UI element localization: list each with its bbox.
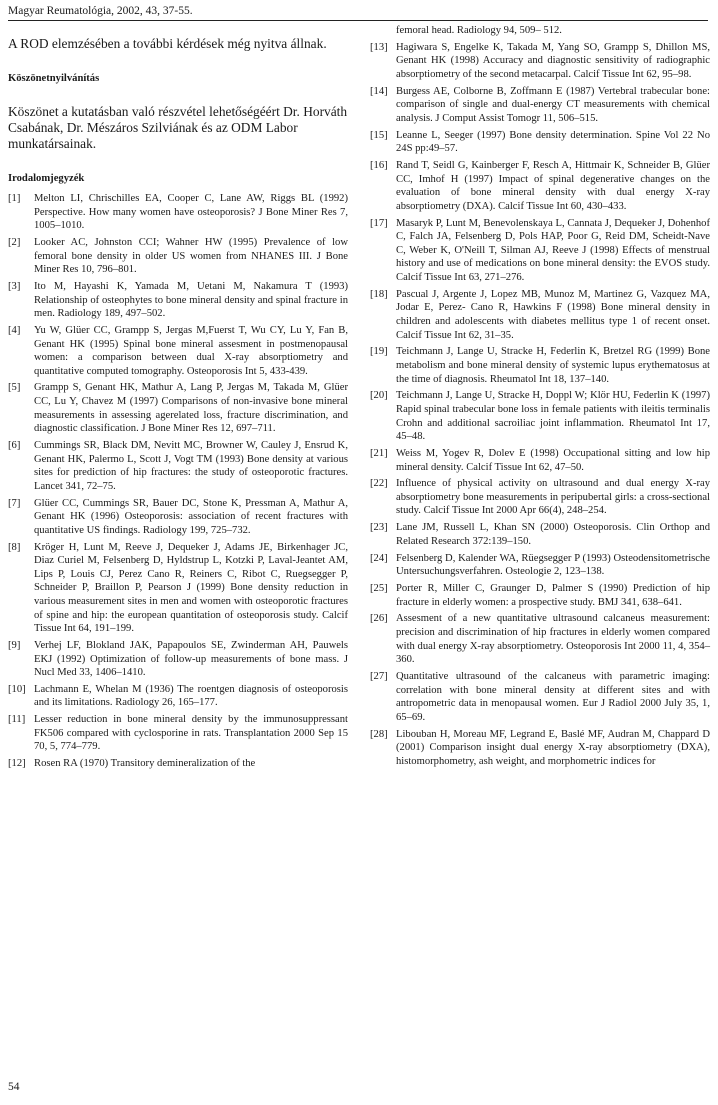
reference-item <box>8 192 348 233</box>
right-column <box>370 24 710 771</box>
reference-text: Ito M, Hayashi K, Yamada M, Uetani M, Nakamura T (1993) Relationship of osteophytes to bone mineral density and spinal fracture in men. Radiology 189, 497–502. <box>34 280 348 320</box>
reference-number: [24] <box>370 552 388 564</box>
reference-text: Hagiwara S, Engelke K, Takada M, Yang SO, Grampp S, Dhillon MS, Genant HK (1998) Accuracy and diagnostic sensitivity of radiographic absorptiometry of the second metacarpal. Calcif Tissue Int 62, 95–98. <box>396 41 710 80</box>
reference-text: Leanne L, Seeger (1997) Bone density determination. Spine Vol 22 No 24S pp:49–57. <box>396 129 710 155</box>
reference-item <box>8 324 348 378</box>
reference-item <box>370 345 710 386</box>
reference-text: Lesser reduction in bone mineral density by the immunosuppressant FK506 compared with cyclosporine in rats. Transplantation 2000 Sep 15 70, 5, 774–779. <box>34 714 348 753</box>
reference-text: Felsenberg D, Kalender WA, Rüegsegger P (1993) Osteodensitometrische Untersuchungsverfahren. Osteologie 2, 123–138. <box>396 552 710 578</box>
intro-paragraph: A ROD elemzésében a további kérdések még nyitva állnak. <box>8 36 327 51</box>
reference-number: [19] <box>370 346 388 358</box>
reference-item <box>370 288 710 342</box>
reference-item <box>8 757 348 771</box>
reference-number: [17] <box>370 217 388 229</box>
reference-number: [26] <box>370 613 388 625</box>
reference-text: Weiss M, Yogev R, Dolev E (1998) Occupational sitting and low hip mineral density. Calcif Tissue Int 62, 47–50. <box>396 447 710 473</box>
reference-text: Looker AC, Johnston CCI; Wahner HW (1995) Prevalence of low femoral bone density in older US women from NHANES III. J Bone Miner Res 10, 796–801. <box>34 236 348 276</box>
reference-text: Grampp S, Genant HK, Mathur A, Lang P, Jergas M, Takada M, Glüer CC, Lu Y, Chavez M (1997) Comparisons of non-invasive bone mineral measurements in assessing agerelated loss, fracture discrimination, and diagnostic classification. J Bone Miner Res 12, 697–711. <box>34 382 348 435</box>
reference-item <box>8 381 348 435</box>
reference-text: Lachmann E, Whelan M (1936) The roentgen diagnosis of osteoporosis and its limitations. Radiology 26, 165–177. <box>34 683 348 709</box>
reference-item <box>8 439 348 493</box>
reference-continuation <box>370 24 710 38</box>
reference-number: [6] <box>8 440 21 452</box>
reference-item <box>370 41 710 82</box>
reference-number: [28] <box>370 728 388 740</box>
reference-item <box>8 713 348 754</box>
reference-number: [25] <box>370 583 388 594</box>
reference-item <box>370 85 710 126</box>
page-number: 54 <box>8 1081 20 1093</box>
reference-number: [9] <box>8 639 21 651</box>
reference-number: [18] <box>370 288 388 300</box>
reference-text: Masaryk P, Lunt M, Benevolenskaya L, Cannata J, Dequeker J, Dohenhof C, Falch JA, Felsenberg D, Pols HAP, Poor G, Reid DM, Scheidt-Nave C, Weber K, O'Neill T, Silman AJ, Reeve J (1998) Effects of menstrual history and use of medications on bone mineral density: the EVOS study. Calcif Tissue Int 63, 271–276. <box>396 217 710 284</box>
reference-number: [23] <box>370 522 388 534</box>
reference-item <box>8 683 348 710</box>
reference-number: [27] <box>370 670 388 682</box>
reference-number: [13] <box>370 41 388 53</box>
reference-text: Melton LI, Chrischilles EA, Cooper C, Lane AW, Riggs BL (1992) Perspective. How many women have osteoporosis? J Bone Miner Res 7, 1005–1010. <box>34 193 348 232</box>
reference-text: Verhej LF, Blokland JAK, Papapoulos SE, Zwinderman AH, Pauwels EKJ (1992) Optimization of follow-up measurements of bone mass. J Nucl Med 33, 1406–1410. <box>34 639 348 679</box>
reference-text: Assesment of a new quantitative ultrasound calcaneus measurement: precision and discrimination of hip fractures in elderly women compared with dual energy X-ray absorptiometry. Osteoporosis Int 2000 11, 4, 354–360. <box>396 613 710 666</box>
reference-number: [12] <box>8 758 26 770</box>
reference-number: [7] <box>8 497 21 509</box>
reference-item <box>370 447 710 474</box>
reference-text: Teichmann J, Lange U, Stracke H, Federlin K, Bretzel RG (1999) Bone metabolism and bone mineral density of systemic lupus erythematosus at the time of diagnosis. Rheumatol Int 18, 137–140. <box>396 346 710 385</box>
reference-item <box>8 639 348 680</box>
running-head: Magyar Reumatológia, 2002, 43, 37-55. <box>8 4 708 21</box>
reference-item <box>370 477 710 518</box>
reference-number: [20] <box>370 390 388 402</box>
reference-number: [4] <box>8 324 21 336</box>
reference-number: [16] <box>370 160 388 172</box>
reference-text: Libouban H, Moreau MF, Legrand E, Baslé MF, Audran M, Chappard D (2001) Comparison insight dual energy X-ray absorptiometry (DXA), histomorphometry, ash weight, and morphometric indices for <box>396 728 710 767</box>
reference-text: Cummings SR, Black DM, Nevitt MC, Browner W, Cauley J, Ensrud K, Genant HK, Palermo L, Scott J, Vogt TM (1993) Bone density at various sites for prediction of hip fractures: the study of osteoporotic fractures. Lancet 341, 72–75. <box>34 440 348 492</box>
reference-number: [11] <box>8 714 26 726</box>
reference-item <box>8 541 348 636</box>
reference-item <box>370 728 710 769</box>
reference-item <box>370 129 710 156</box>
reference-text: Quantitative ultrasound of the calcaneus with parametric imaging: correlation with bone mineral density at different sites and with antropometric data in menopausal women. Eur J Radiol 2000 July 35, 1, 65–69. <box>396 670 710 723</box>
reference-text: Lane JM, Russell L, Khan SN (2000) Osteoporosis. Clin Orthop and Related Research 372:139–150. <box>396 522 710 547</box>
reference-number: [1] <box>8 193 21 204</box>
reference-text: Porter R, Miller C, Graunger D, Palmer S (1990) Prediction of hip fracture in elderly women: a prospective study. BMJ 341, 638–641. <box>396 583 710 608</box>
reference-number: [2] <box>8 236 21 248</box>
reference-continuation-text: femoral head. Radiology 94, 509– 512. <box>396 25 562 36</box>
reference-text: Influence of physical activity on ultrasound and dual energy X-ray absorptiometry bone measurements in peripubertal girls: a cross-sectional study. Calcif Tissue Int 2000 Apr 66(4), 248–254. <box>396 478 710 517</box>
reference-item <box>8 280 348 321</box>
acknowledgement-heading: Köszönetnyilvánítás <box>8 73 100 84</box>
reference-number: [3] <box>8 280 21 292</box>
reference-text: Kröger H, Lunt M, Reeve J, Dequeker J, Adams JE, Birkenhager JC, Diaz Curiel M, Felsenberg D, Hyldstrup L, Kotzki P, Laval-Jeantet AM, Lips P, Louis CJ, Perez Cano R, Reiners C, Ribot C, Ruegsegger P, Schneider P, Braillon P, Pearson J (1999) Bone density reduction in various measurement sites in men and women with osteoporotic fractures of spine and hip: the european quantitation of osteoporosis study. Calcif Tissue Int 64, 191–199. <box>34 541 348 635</box>
reference-item <box>370 612 710 666</box>
reference-number: [22] <box>370 478 388 490</box>
reference-item <box>370 389 710 443</box>
reference-text: Yu W, Glüer CC, Grampp S, Jergas M,Fuerst T, Wu CY, Lu Y, Fan B, Genant HK (1995) Spinal bone mineral assesment in postmenopausal women: a comparison between dual X-ray absorptiometry and quantitative computed tomography. Osteoporosis Int 5, 433-439. <box>34 324 348 377</box>
reference-number: [10] <box>8 683 26 695</box>
reference-number: [15] <box>370 129 388 141</box>
reference-text: Rand T, Seidl G, Kainberger F, Resch A, Hittmair K, Schneider B, Glüer CC, Imhof H (1997) Impact of spinal degenerative changes on the evaluation of bone mineral density with dual energy X-ray absorptiometry (DXA). Calcif Tissue Int 60, 430–433. <box>396 160 710 212</box>
reference-item <box>370 521 710 548</box>
reference-number: [5] <box>8 382 21 394</box>
reference-number: [21] <box>370 447 388 459</box>
reference-item <box>370 670 710 724</box>
reference-text: Pascual J, Argente J, Lopez MB, Munoz M, Martinez G, Vazquez MA, Jodar E, Perez- Cano R, Hawkins F (1998) Bone mineral density in children and adolescents with diabetes mellitus type 1 of recent onset. Calcif Tissue Int 62, 31–35. <box>396 288 710 341</box>
reference-item <box>370 582 710 609</box>
reference-list-right <box>370 41 710 769</box>
references-heading: Irodalomjegyzék <box>8 173 85 184</box>
reference-item <box>8 497 348 538</box>
reference-text: Glüer CC, Cummings SR, Bauer DC, Stone K, Pressman A, Mathur A, Genant HK (1996) Osteoporosis: association of recent fractures with quantitative US findings. Radiology 199, 725–732. <box>34 497 348 536</box>
reference-text: Burgess AE, Colborne B, Zoffmann E (1987) Vertebral trabecular bone: comparison of single and dual-energy CT measurements with chemical analysis. J Comput Assist Tomogr 11, 506–515. <box>396 85 710 124</box>
reference-text: Rosen RA (1970) Transitory demineralization of the <box>34 758 256 770</box>
reference-list-left <box>8 192 348 771</box>
reference-text: Teichmann J, Lange U, Stracke H, Doppl W; Klör HU, Federlin K (1997) Rapid spinal trabecular bone loss in female patients with ileitis terminalis Crohn and additional sacroiliac joint inflammation. Rheumatol Int 17, 45–48. <box>396 390 710 443</box>
reference-item <box>370 552 710 579</box>
reference-number: [8] <box>8 541 21 553</box>
left-column <box>8 24 348 774</box>
reference-item <box>370 159 710 213</box>
reference-item <box>8 236 348 277</box>
reference-item <box>370 217 710 285</box>
reference-number: [14] <box>370 85 388 97</box>
acknowledgement-text: Köszönet a kutatásban való részvétel lehetőségéért Dr. Horváth Csabának, Dr. Mészáros Szilviának és az ODM Labor munkatársainak. <box>8 104 348 151</box>
